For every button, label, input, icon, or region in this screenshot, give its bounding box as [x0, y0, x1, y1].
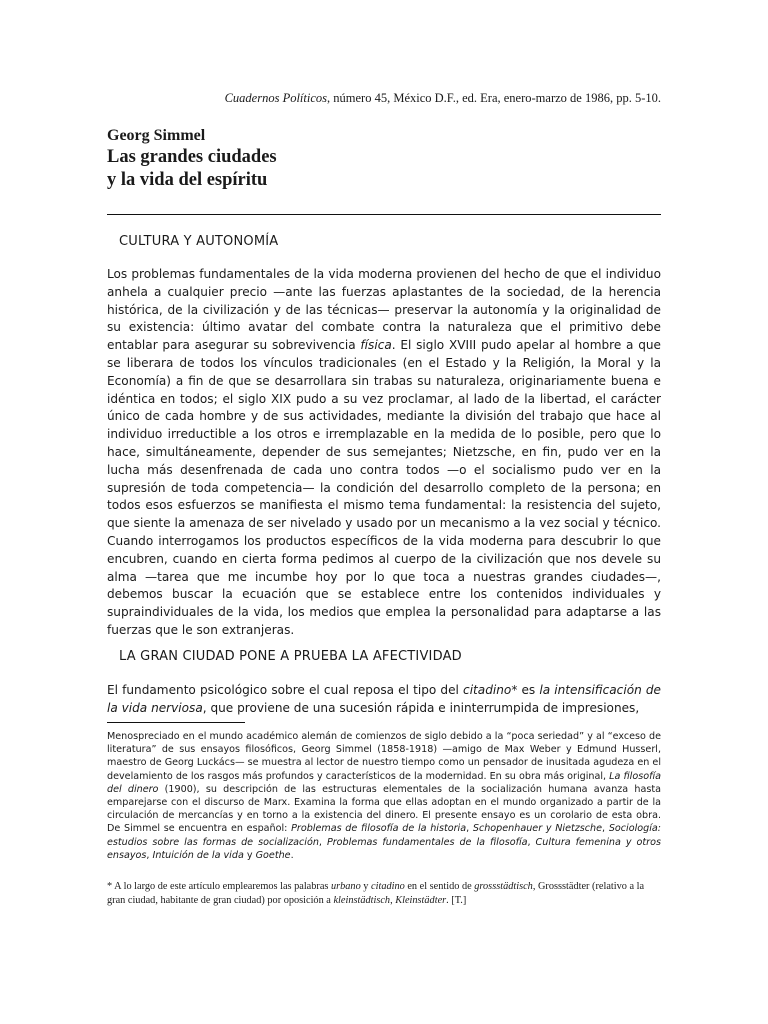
- article-title: [107, 146, 277, 192]
- footnote-text: (1900), su descripción de las estructuras elementales de la socialización humana avanza hasta emparejarse con el discurso de Marx. Examina la forma que ellas adoptan en el mundo organizado a partir de la circulación de mercancías y en torno a la existencia del dinero. El presente ensayo es un corolario de esta obra. De Simmel se encuentra en español:: [107, 783, 661, 835]
- paragraph-text: * es: [511, 683, 540, 697]
- section-heading-gran-ciudad: LA GRAN CIUDAD PONE A PRUEBA LA AFECTIVIDAD: [119, 649, 462, 664]
- footnote-emphasis: Schopenhauer y Nietzsche: [472, 823, 603, 835]
- footnote-text: Menospreciado en el mundo académico alemán de comienzos de siglo debido a la “poca seriedad” y al “exceso de literatura” de sus ensayos filosóficos, Georg Simmel (1858-1918) —amigo de Max Weber y Edmund Husserl, maestro de Georg Luckács— se muestra al lector de nuestro tiempo como un pensador de inusitada agudeza en el develamiento de los rasgos más profundos y característicos de la modernidad. En su obra más original,: [107, 731, 661, 782]
- paragraph-emphasis: física: [360, 338, 392, 353]
- footnote-text: * A lo largo de este artículo emplearemos las palabras: [107, 881, 331, 892]
- footnote-emphasis: Problemas de filosofía de la historia: [291, 823, 467, 835]
- footnote-text: ,: [318, 836, 327, 848]
- footnote-author-bio: [107, 730, 661, 862]
- footnote-text: ,: [146, 849, 153, 861]
- citation-journal: Cuadernos Políticos: [224, 91, 328, 105]
- footnote-text: y: [360, 881, 372, 892]
- footnote-text: , Grossstädter (relativo a la gran ciudad, habitante de gran ciudad) por oposición a: [107, 881, 645, 906]
- paragraph-cultura: [107, 266, 661, 640]
- footnote-divider: [107, 722, 245, 723]
- citation-line: [225, 90, 661, 106]
- footnote-emphasis: Cultura femenina y otros ensayos: [107, 836, 661, 861]
- footnote-emphasis: citadino: [371, 881, 405, 892]
- footnote-text: .: [290, 849, 294, 861]
- footnote-text: ,: [602, 823, 609, 835]
- footnote-text: ,: [527, 836, 536, 848]
- footnote-emphasis: kleinstädtisch: [333, 894, 391, 906]
- footnote-text: en el sentido de: [404, 881, 475, 892]
- footnote-emphasis: Intuición de la vida: [152, 849, 244, 861]
- footnote-emphasis: grossstädtisch: [474, 881, 533, 892]
- footnote-text: y: [243, 849, 256, 861]
- footnote-emphasis: La filosofía del dinero: [107, 770, 662, 795]
- footnote-text: ,: [390, 894, 396, 906]
- title-divider: [107, 214, 661, 215]
- footnote-emphasis: Sociología: estudios sobre las formas de socialización: [107, 823, 661, 848]
- footnote-emphasis: Problemas fundamentales de la filosofía: [326, 836, 528, 848]
- paragraph-emphasis: la intensificación de la vida nerviosa: [107, 683, 662, 715]
- paragraph-text: Los problemas fundamentales de la vida moderna provienen del hecho de que el individuo anhela a cualquier precio —ante las fuerzas aplastantes de la sociedad, de la herencia histórica, de la civilización y de las técnicas— preservar la autonomía y la originalidad de su existencia: último avatar del combate contra la naturaleza que el primitivo debe entablar para asegurar su sobrevivencia: [107, 267, 661, 353]
- footnote-emphasis: Kleinstädter: [395, 894, 447, 906]
- paragraph-emphasis: citadino: [463, 683, 512, 697]
- footnote-text: ,: [466, 823, 473, 835]
- footnote-translator: [107, 880, 661, 907]
- paragraph-text: El fundamento psicológico sobre el cual reposa el tipo del: [107, 683, 464, 697]
- author-name: Georg Simmel: [107, 127, 206, 144]
- article-title-line-2: y la vida del espíritu: [107, 170, 268, 190]
- paragraph-gran-ciudad: [107, 682, 661, 718]
- citation-details: , número 45, México D.F., ed. Era, enero-marzo de 1986, pp. 5-10.: [327, 91, 661, 105]
- footnote-text: . [T.]: [446, 894, 467, 906]
- footnote-emphasis: Goethe: [255, 849, 291, 861]
- section-heading-cultura: CULTURA Y AUTONOMÍA: [119, 234, 279, 249]
- footnote-emphasis: urbano: [330, 881, 361, 892]
- paragraph-text: , que proviene de una sucesión rápida e ininterrumpida de impresiones,: [202, 700, 640, 715]
- article-title-line-1: Las grandes ciudades: [107, 147, 277, 167]
- paragraph-text: . El siglo XVIII pudo apelar al hombre a que se liberara de todos los vínculos tradicionales (en el Estado y la Religión, la Moral y la Economía) a fin de que se desarrollara sin trabas su naturaleza, originariamente buena e idéntica en todos; el siglo XIX pudo a su vez proclamar, al lado de la libertad, el carácter único de cada hombre y de sus actividades, mediante la división del trabajo que hace al individuo irreductible a los otros e irremplazable en la medida de lo posible, pero que lo hace, simultáneamente, depender de sus semejantes; Nietzsche, en fin, pudo ver en la lucha más desenfrenada de cada uno contra todos —o el socialismo pudo ver en la supresión de toda competencia— la condición del desarrollo completo de la persona; en todos esos esfuerzos se manifiesta el mismo tema fundamental: la resistencia del sujeto, que siente la amenaza de ser nivelado y usado por un mecanismo a la vez social y técnico. Cuando interrogamos los productos específicos de la vida moderna para descubrir lo que encubren, cuando en cierta forma pedimos al cuerpo de la civilización que nos devele su alma —tarea que me incumbe hoy por lo que toca a nuestras grandes ciudades—, debemos buscar la ecuación que se establece entre los contenidos individuales y supraindividuales de la vida, los medios que emplea la personalidad para adaptarse a las fuerzas que le son extranjeras.: [107, 338, 661, 637]
